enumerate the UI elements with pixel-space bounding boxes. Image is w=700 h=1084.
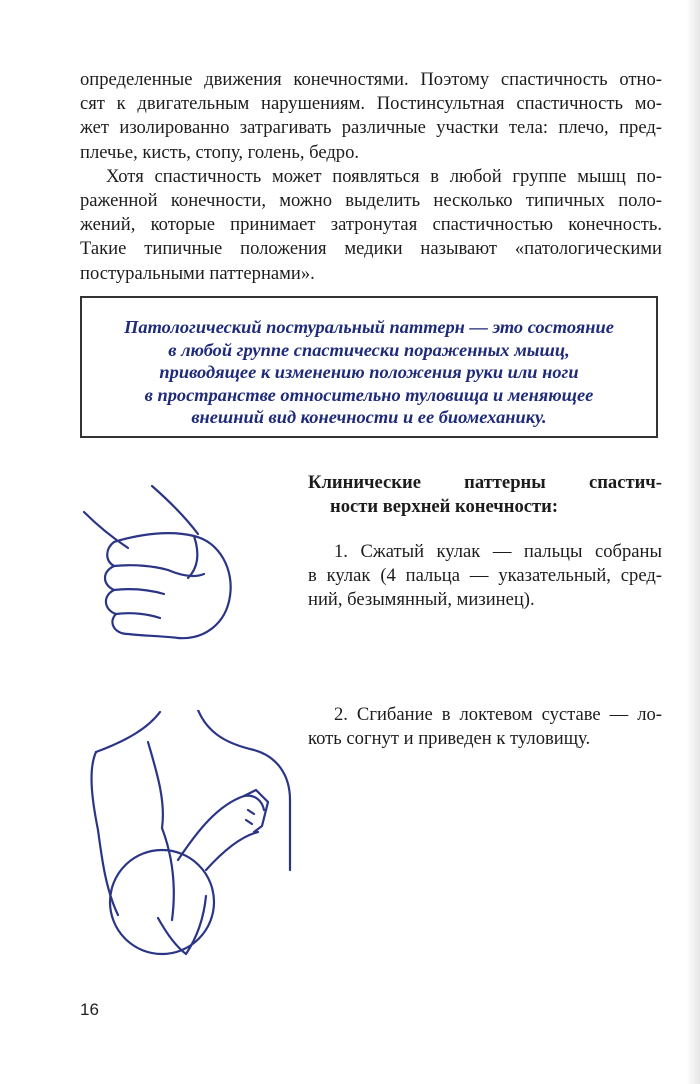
item-line: в кулак (4 пальца — указательный, сред- <box>308 565 662 587</box>
text-line: жений, которые принимает затронутая спастичностью конечность. <box>80 214 662 236</box>
item-line: 1. Сжатый кулак — пальцы собраны <box>334 541 662 562</box>
definition-line: в пространстве относительно туловища и меняющее <box>144 384 594 405</box>
definition-line: приводящее к изменению положения руки или ноги <box>159 362 579 383</box>
text-line: Хотя спастичность может появляться в любой группе мышц по- <box>106 165 662 187</box>
clinical-patterns-heading <box>308 471 662 519</box>
pattern-item-clenched-fist <box>308 540 662 613</box>
text-line: Такие типичные положения медики называют «патологическими <box>80 238 662 260</box>
definition-line: внешний вид конечности и ее биомеханику. <box>191 407 547 428</box>
intro-text <box>80 68 662 286</box>
text-line: раженной конечности, можно выделить несколько типичных поло- <box>80 190 662 212</box>
text-line: определенные движения конечностями. Поэтому спастичность отно- <box>80 69 662 90</box>
item-line: ний, безымянный, мизинец). <box>308 589 535 611</box>
elbow-flexion-illustration <box>78 710 298 970</box>
definition-line: Патологический постуральный паттерн — это состояние <box>124 317 614 337</box>
clenched-fist-illustration <box>70 478 250 658</box>
item-line: 2. Сгибание в локтевом суставе — ло- <box>334 704 662 725</box>
text-line: постуральными паттернами». <box>80 262 315 284</box>
item-line: коть согнут и приведен к туловищу. <box>308 728 591 750</box>
text-line: сят к двигательным нарушениям. Постинсультная спастичность мо- <box>80 93 662 115</box>
definition-box <box>80 296 658 438</box>
text-line: плечье, кисть, стопу, голень, бедро. <box>80 141 360 163</box>
definition-line: в любой группе спастически пораженных мышц, <box>168 339 570 360</box>
heading-line: ности верхней конечности: <box>330 496 559 518</box>
pattern-item-elbow-flexion <box>308 703 662 751</box>
heading-line: Клинические паттерны спастич- <box>308 472 662 493</box>
page-number: 16 <box>80 1000 99 1019</box>
text-line: жет изолированно затрагивать различные участки тела: плечо, пред- <box>80 117 662 139</box>
intro-paragraph-2 <box>80 165 662 286</box>
intro-paragraph-1 <box>80 68 662 165</box>
page-edge-shadow <box>686 0 700 1084</box>
